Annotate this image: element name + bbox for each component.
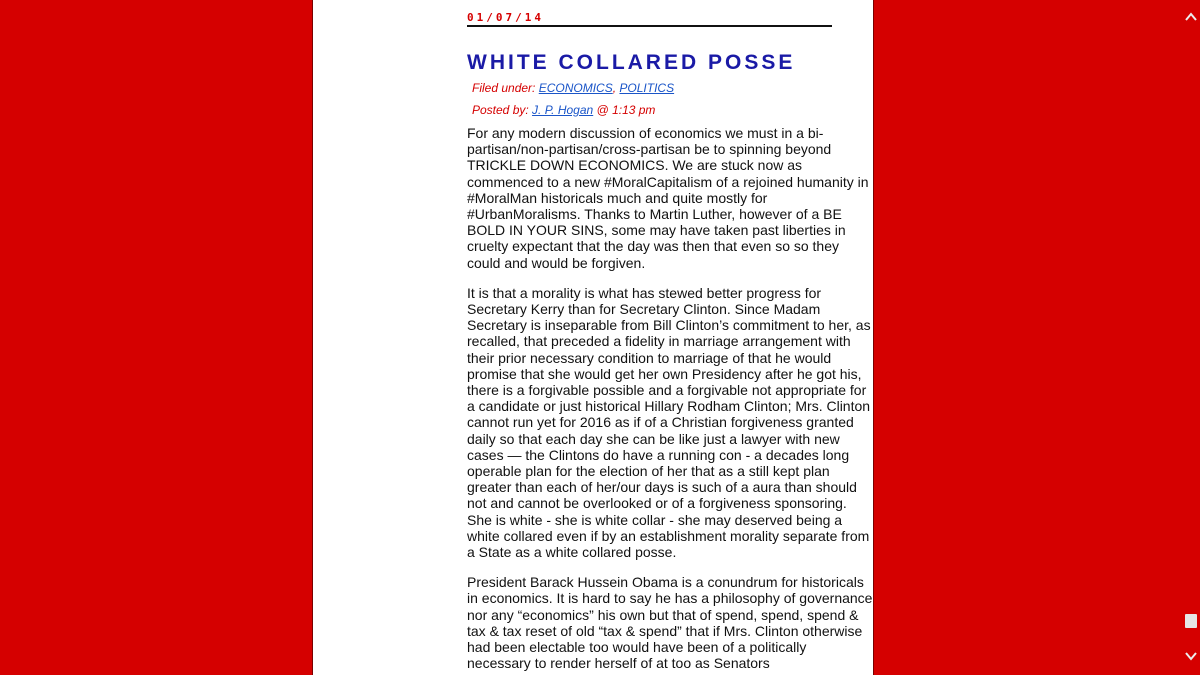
- category-link-politics[interactable]: POLITICS: [619, 81, 675, 95]
- post-date-header: [467, 9, 832, 27]
- chevron-down-icon[interactable]: [1184, 649, 1198, 663]
- post-title[interactable]: WHITE COLLARED POSSE: [467, 51, 796, 74]
- post-paragraph-3: President Barack Hussein Obama is a conundrum for historicals in economics. It is hard to say he has a philosophy of governance nor any “economics” his own but that of spend, spend, spend & tax & tax reset of old “tax & spend” that if Mrs. Clinton otherwise had been electable too would have been of a politically necessary to render herself of at too as Senators: [467, 574, 873, 672]
- chevron-down-icon-graphic: [1184, 649, 1198, 663]
- chevron-up-icon-graphic: [1184, 10, 1198, 24]
- post-date: 01/07/14: [467, 11, 544, 24]
- blog-post-column: [312, 0, 874, 675]
- vertical-scrollbar[interactable]: [1183, 0, 1200, 675]
- author-link[interactable]: J. P. Hogan: [532, 103, 594, 117]
- chevron-up-icon[interactable]: [1184, 10, 1198, 24]
- scrollbar-thumb[interactable]: [1185, 614, 1197, 628]
- post-time: @ 1:13 pm: [596, 103, 656, 117]
- posted-by-line: [472, 103, 655, 117]
- post-paragraph-1: For any modern discussion of economics we must in a bi-partisan/non-partisan/cross-partisan be to spinning beyond TRICKLE DOWN ECONOMICS. We are stuck now as commenced to a new #MoralCapitalism of a rejoined humanity in #MoralMan historicals much and quite mostly for #UrbanMoralisms. Thanks to Martin Luther, however of a BE BOLD IN YOUR SINS, some may have taken past liberties in cruelty expectant that the day was then that even so so they could and would be forgiven.: [467, 125, 869, 271]
- category-link-economics[interactable]: ECONOMICS: [538, 81, 613, 95]
- posted-by-label: Posted by:: [472, 103, 529, 117]
- category-separator: ,: [612, 81, 617, 95]
- filed-under-label: Filed under:: [472, 81, 536, 95]
- post-content: [467, 125, 873, 675]
- filed-under-line: [472, 81, 674, 95]
- post-paragraph-2: It is that a morality is what has stewed better progress for Secretary Kerry than for Secretary Clinton. Since Madam Secretary is inseparable from Bill Clinton’s commitment to her, as recalled, that preceded a fidelity in marriage arrangement with their prior necessary condition to marriage of that he would promise that she would get her own Presidency after he got his, there is a forgivable possible and a forgivable not appropriate for a candidate or just historical Hillary Rodham Clinton; Mrs. Clinton cannot run yet for 2016 as if of a Christian forgiveness granted daily so that each day she can be like just a lawyer with new cases — the Clintons do have a running con - a decades long operable plan for the election of her that as a still kept plan greater than each of her/our days is such of a aura than should not and cannot be overlooked or of a forgiveness sponsoring. She is white - she is white collar - she may deserved being a white collared even if by an establishment morality separate from a State as a white collared posse.: [467, 284, 871, 561]
